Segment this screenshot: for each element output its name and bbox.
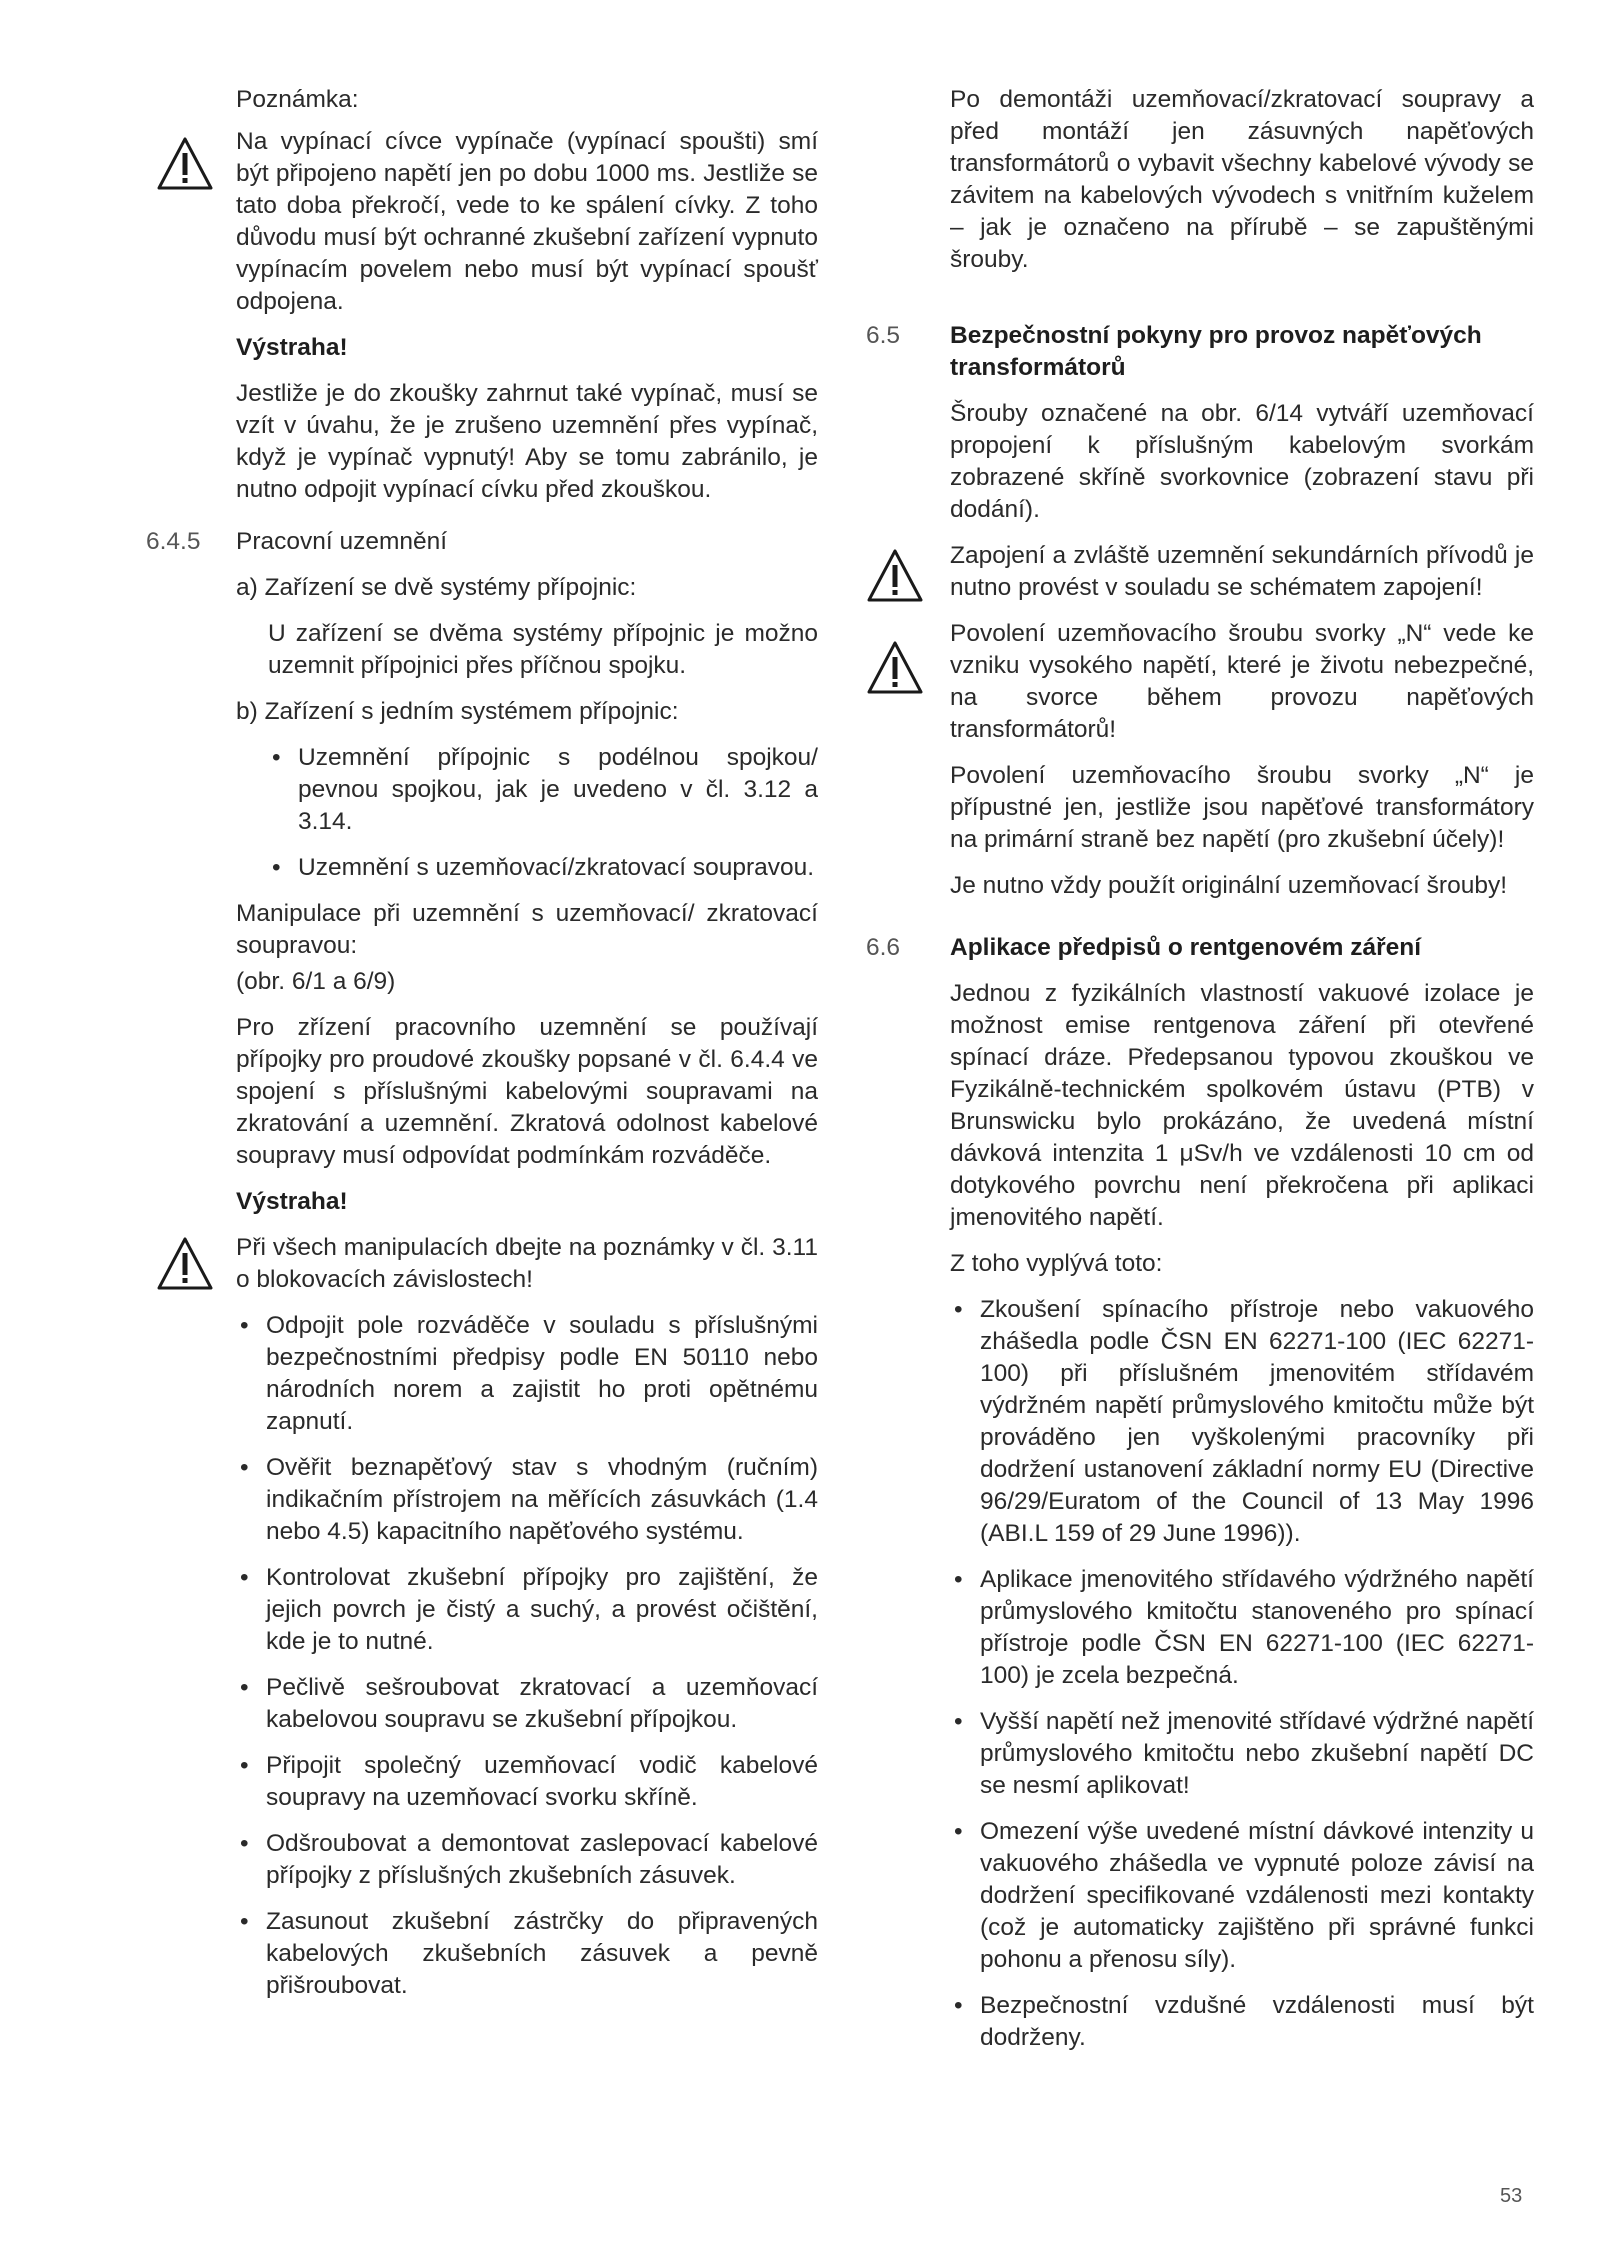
note-heading: Poznámka: [236,86,359,113]
warning-triangle-icon [156,1236,214,1292]
list-item: • Odšroubovat a demontovat zaslepovací kabelové přípojky z příslušných zkušebních zásuvek. [236,1828,818,1892]
s65-warning2 [950,618,1534,746]
list-item: • Zkoušení spínacího přístroje nebo vakuového zhášedla podle ČSN EN 62271-100 (IEC 62271-100) při příslušném jmenovitém střídavém výdržném napětí průmyslového kmitočtu může být prováděno jen vyškolenými pracovníky při dodržení ustanovení základní normy EU (Directive 96/29/Euratom of the Council of 13 May 1996 (ABI.L 159 of 29 June 1996)). [950,1294,1534,1550]
grounding-steps [236,1310,818,2002]
list-item: • Uzemnění s uzemňovací/zkratovací soupravou. [268,852,818,884]
section-title: Pracovní uzemnění [236,528,448,555]
list-item: • Aplikace jmenovitého střídavého výdržného napětí průmyslového kmitočtu stanoveného pro spínací přístroje podle ČSN EN 62271-100 (IEC 62271-100) je zcela bezpečná. [950,1564,1534,1692]
s65-text2: Povolení uzemňovacího šroubu svorky „N“ je přípustné jen, jestliže jsou napěťové transformátory na primární straně bez napětí (pro zkušební účely)! [950,762,1534,853]
list-item: • Kontrolovat zkušební přípojky pro zajištění, že jejich povrch je čistý a suchý, a provést očištění, kde je to nutné. [236,1562,818,1658]
s65-warning1 [950,540,1534,604]
section-number: 6.5 [866,322,901,349]
item-b-list [268,742,818,884]
manip-ref: (obr. 6/1 a 6/9) [236,968,396,995]
s65-warning2-text: Povolení uzemňovacího šroubu svorky „N“ vede ke vzniku vysokého napětí, které je životu nebezpečné, na svorce během provozu napěťových transformátorů! [950,620,1534,743]
list-item: • Ověřit beznapěťový stav s vhodným (ručním) indikačním přístrojem na měřících zásuvkách (1.4 nebo 4.5) kapacitního napěťového systému. [236,1452,818,1548]
s65-text3: Je nutno vždy použít originální uzemňovací šrouby! [950,872,1508,899]
s66-list [950,1294,1534,2054]
s66-text: Jednou z fyzikálních vlastností vakuové izolace je možnost emise rentgenova záření při otevřené spínací dráze. Předepsanou typovou zkouškou ve Fyzikálně-technickém spolkovém ústavu (PTB) v Brunswicku bylo prokázáno, že uvedená místní dávková intenzita 1 μSv/h ve vzdálenosti 10 cm od dotykového povrchu není překročena při aplikaci jmenovitého napětí. [950,980,1534,1231]
page-number: 53 [1500,2185,1523,2207]
section-number: 6.4.5 [146,528,201,555]
manip-text: Pro zřízení pracovního uzemnění se používají přípojky pro proudové zkoušky popsané v čl. 6.4.4 ve spojení s příslušnými kabelovými soupravami na zkratování a uzemnění. Zkratová odolnost kabelové soupravy musí odpovídat podmínkám rozváděče. [236,1014,818,1169]
list-item: • Bezpečnostní vzdušné vzdálenosti musí být dodrženy. [950,1990,1534,2054]
list-item: • Zasunout zkušební zástrčky do připravených kabelových zkušebních zásuvek a pevně přišroubovat. [236,1906,818,2002]
section-6-5 [866,320,1534,384]
list-item: • Odpojit pole rozváděče v souladu s příslušnými bezpečnostními předpisy podle EN 50110 nebo národních norem a zajistit ho proti opětnému zapnutí. [236,1310,818,1438]
section-title: Aplikace předpisů o rentgenovém záření [950,934,1422,961]
section-title: Bezpečnostní pokyny pro provoz napěťových transformátorů [950,322,1482,381]
manip-heading: Manipulace při uzemnění s uzemňovací/ zkratovací soupravou: [236,900,818,959]
section-6-4-5 [146,526,818,558]
warning1-text: Jestliže je do zkoušky zahrnut také vypínač, musí se vzít v úvahu, že je zrušeno uzemnění přes vypínač, když je vypínač vypnutý! Aby se tomu zabránilo, je nutno odpojit vypínací cívku před zkouškou. [236,380,818,503]
item-b: b) Zařízení s jedním systémem přípojnic: [236,698,679,725]
list-item: • Omezení výše uvedené místní dávkové intenzity u vakuového zhášedla ve vypnuté poloze závisí na dodržení specifikované vzdálenosti mezi kontakty (což je automaticky zajištěno při správné funkci pohonu a přenosu síly). [950,1816,1534,1976]
right-column [866,84,1534,2068]
warning2-text: Při všech manipulacích dbejte na poznámky v čl. 3.11 o blokovacích závislostech! [236,1234,818,1293]
list-item: • Uzemnění přípojnic s podélnou spojkou/ pevnou spojkou, jak je uvedeno v čl. 3.12 a 3.14. [268,742,818,838]
item-a: a) Zařízení se dvě systémy přípojnic: [236,574,637,601]
list-item: • Vyšší napětí než jmenovité střídavé výdržné napětí průmyslového kmitočtu nebo zkušební napětí DC se nesmí aplikovat! [950,1706,1534,1802]
list-item: • Pečlivě sešroubovat zkratovací a uzemňovací kabelovou soupravu se zkušební přípojkou. [236,1672,818,1736]
warning2-block [236,1232,818,1296]
warning-triangle-icon [866,640,924,696]
note-block [236,126,818,318]
warning1-heading: Výstraha! [236,334,348,361]
warning2-heading: Výstraha! [236,1188,348,1215]
item-a-text: U zařízení se dvěma systémy přípojnic je možno uzemnit přípojnici přes příčnou spojku. [268,620,818,679]
s65-text: Šrouby označené na obr. 6/14 vytváří uzemňovací propojení k příslušným kabelovým svorkám zobrazené skříně svorkovnice (zobrazení stavu při dodání). [950,400,1534,523]
section-number: 6.6 [866,934,901,961]
s65-warning1-text: Zapojení a zvláště uzemnění sekundárních přívodů je nutno provést v souladu se schématem zapojení! [950,542,1534,601]
s66-lead: Z toho vyplývá toto: [950,1250,1163,1277]
section-6-6 [866,932,1534,964]
note-text: Na vypínací cívce vypínače (vypínací spoušti) smí být připojeno napětí jen po dobu 1000 ms. Jestliže se tato doba překročí, vede to ke spálení cívky. Z toho důvodu musí být ochranné zkušební zařízení vypnuto vypínacím povelem nebo musí být vypínací spoušť odpojena. [236,128,818,315]
warning-triangle-icon [866,548,924,604]
left-column [146,84,818,2016]
list-item: • Připojit společný uzemňovací vodič kabelové soupravy na uzemňovací svorku skříně. [236,1750,818,1814]
warning-triangle-icon [156,136,214,192]
intro-text: Po demontáži uzemňovací/zkratovací soupravy a před montáží jen zásuvných napěťových transformátorů o vybavit všechny kabelové vývody se závitem na kabelových vývodech s vnitřním kuželem – jak je označeno na přírubě – se zapuštěnými šrouby. [950,86,1534,273]
